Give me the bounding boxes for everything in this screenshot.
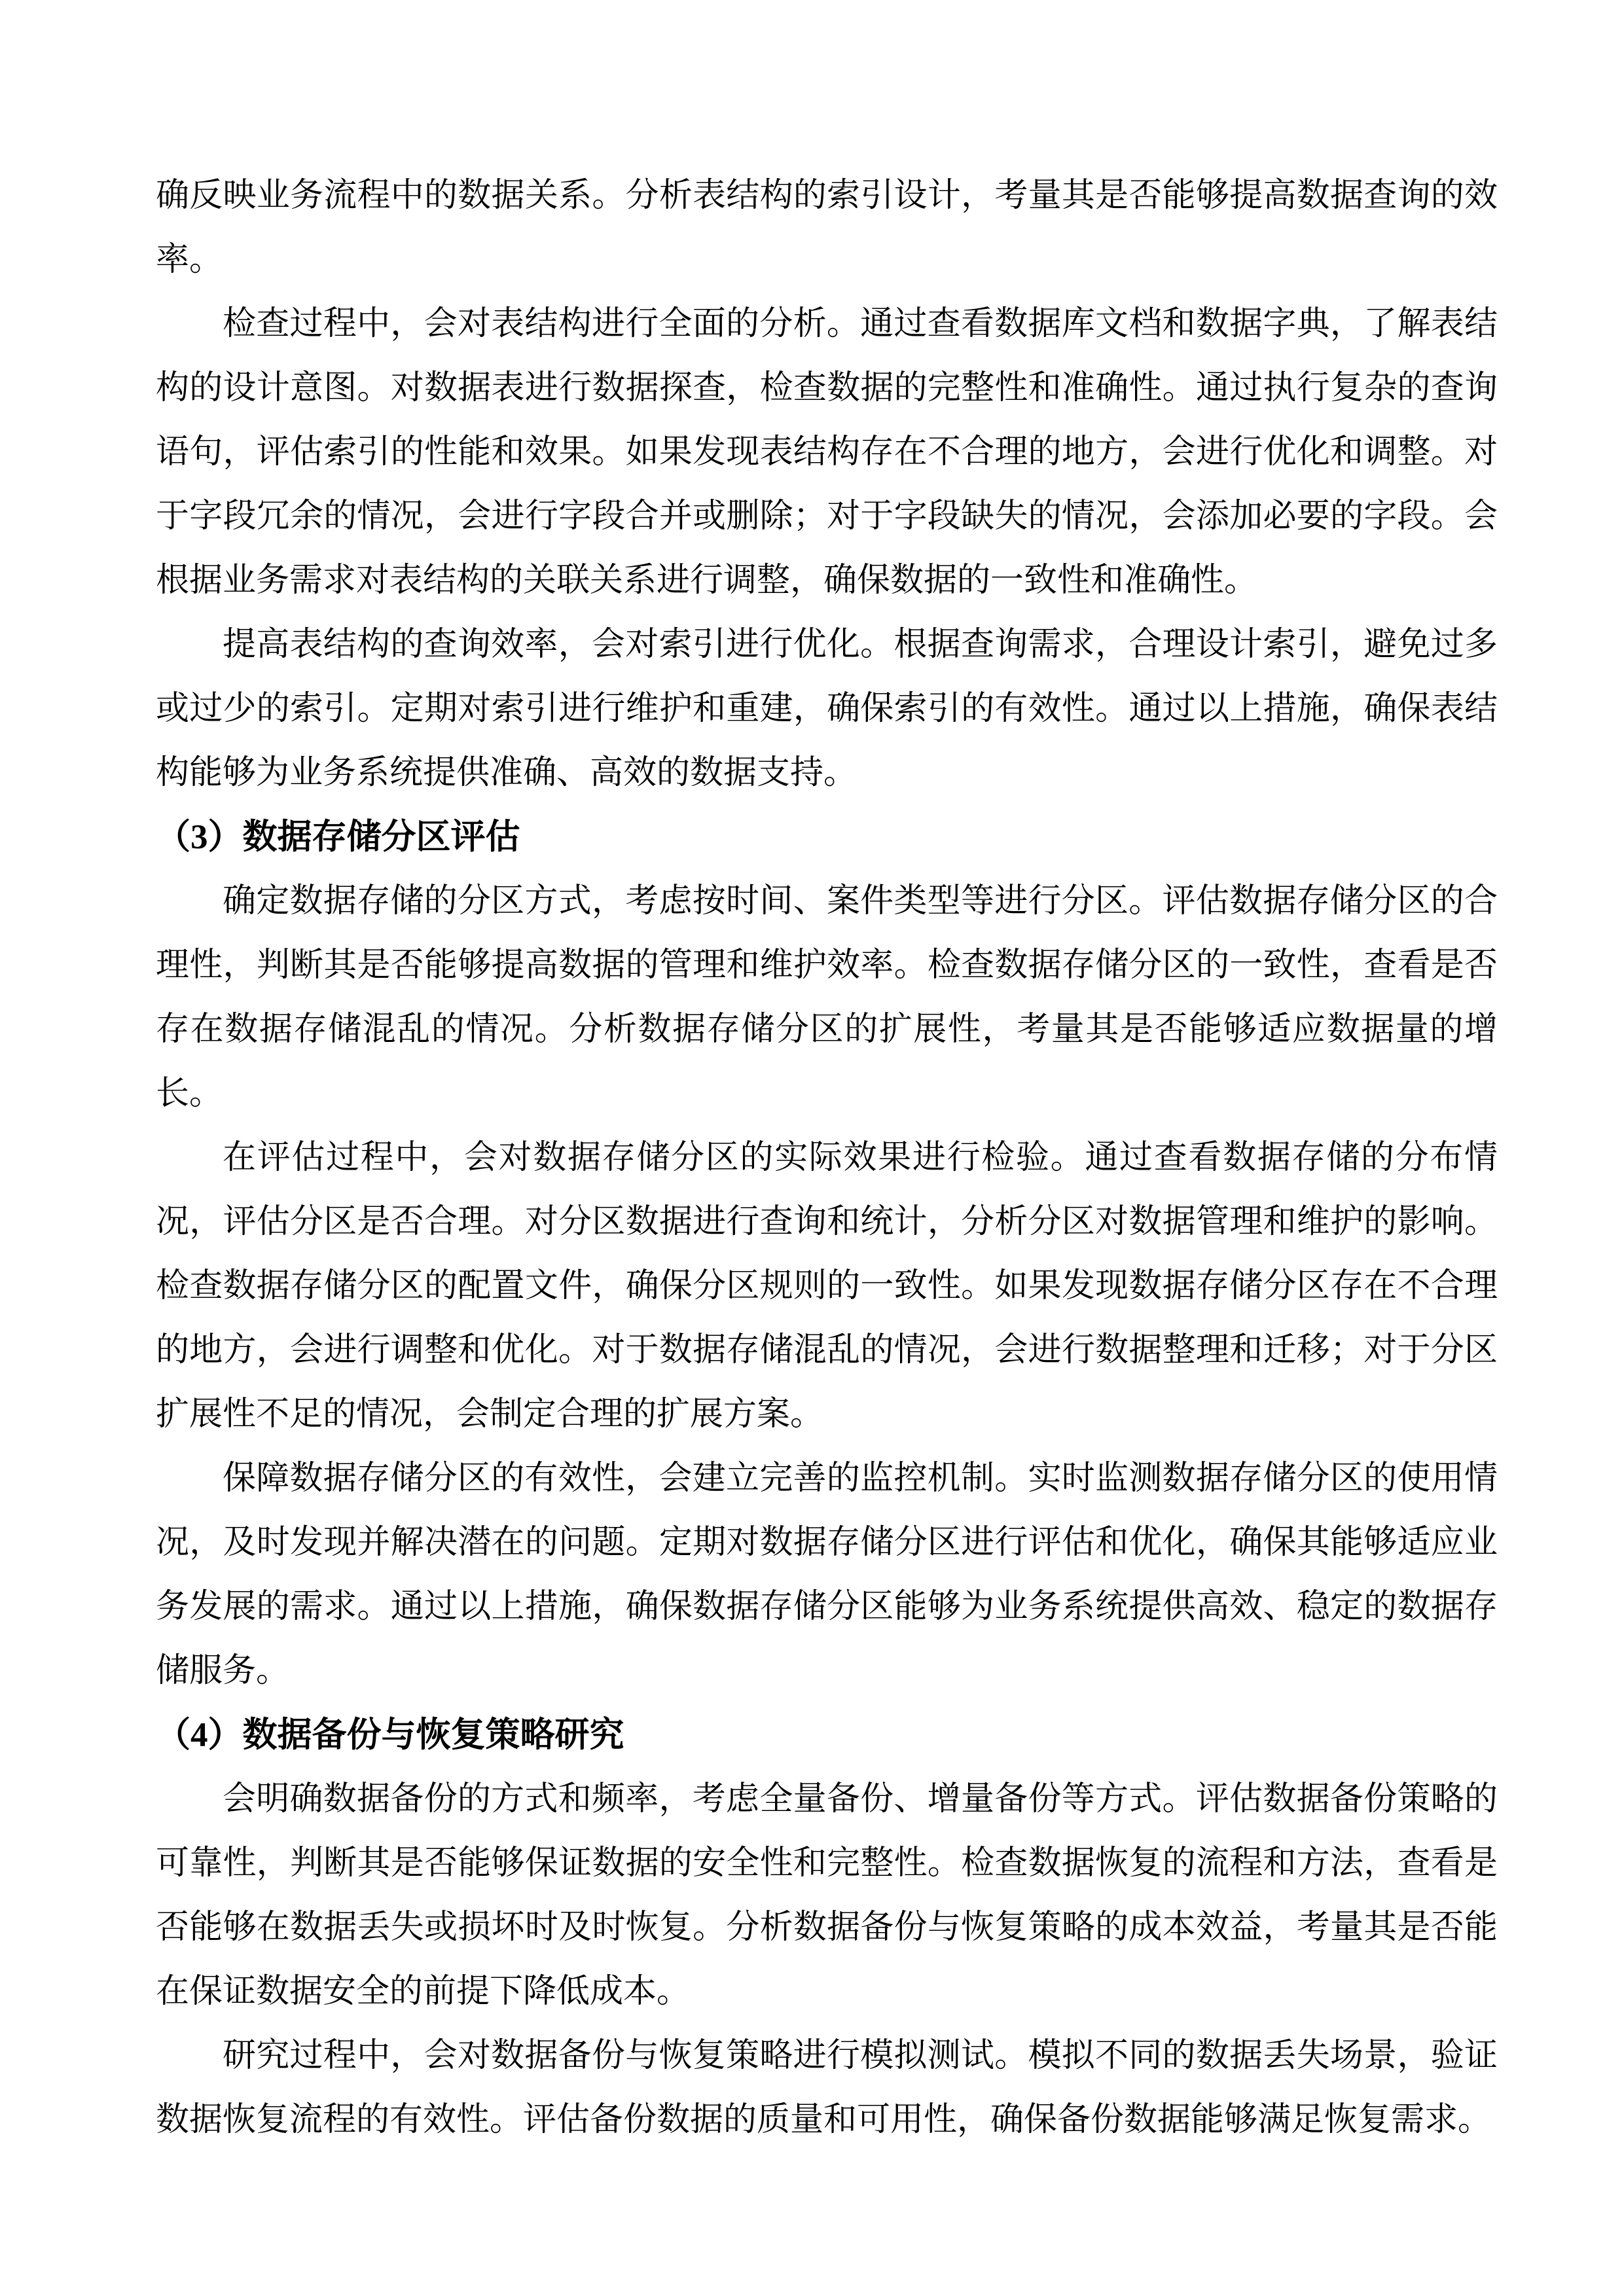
- paragraph-table-structure-continued: 确反映业务流程中的数据关系。分析表结构的索引设计，考量其是否能够提高数据查询的效率。: [156, 177, 1498, 278]
- paragraph-partition-method: 确定数据存储的分区方式，考虑按时间、案件类型等进行分区。评估数据存储分区的合理性，判断其是否能够提高数据的管理和维护效率。检查数据存储分区的一致性，查看是否存在数据存储混乱的情况。分析数据存储分区的扩展性，考量其是否能够适应数据量的增长。: [156, 883, 1498, 1112]
- paragraph-backup-simulation-testing: 研究过程中，会对数据备份与恢复策略进行模拟测试。模拟不同的数据丢失场景，验证数据恢复流程的有效性。评估备份数据的质量和可用性，确保备份数据能够满足恢复需求。: [156, 2037, 1498, 2138]
- paragraph-partition-monitoring: 保障数据存储分区的有效性，会建立完善的监控机制。实时监测数据存储分区的使用情况，及时发现并解决潜在的问题。定期对数据存储分区进行评估和优化，确保其能够适应业务发展的需求。通过以上措施，确保数据存储分区能够为业务系统提供高效、稳定的数据存储服务。: [156, 1460, 1498, 1689]
- heading-3-data-storage-partition-evaluation: （3）数据存储分区评估: [156, 818, 520, 856]
- heading-4-backup-recovery-strategy-research: （4）数据备份与恢复策略研究: [156, 1716, 624, 1754]
- paragraph-partition-evaluation-process: 在评估过程中，会对数据存储分区的实际效果进行检验。通过查看数据存储的分布情况，评估分区是否合理。对分区数据进行查询和统计，分析分区对数据管理和维护的影响。检查数据存储分区的配置文件，确保分区规则的一致性。如果发现数据存储分区存在不合理的地方，会进行调整和优化。对于数据存储混乱的情况，会进行数据整理和迁移；对于分区扩展性不足的情况，会制定合理的扩展方案。: [156, 1139, 1498, 1433]
- document-text-body: [156, 164, 1498, 2152]
- paragraph-backup-strategy: 会明确数据备份的方式和频率，考虑全量备份、增量备份等方式。评估数据备份策略的可靠性，判断其是否能够保证数据的安全性和完整性。检查数据恢复的流程和方法，查看是否能够在数据丢失或损坏时及时恢复。分析数据备份与恢复策略的成本效益，考量其是否能在保证数据安全的前提下降低成本。: [156, 1781, 1498, 2010]
- paragraph-index-optimization: 提高表结构的查询效率，会对索引进行优化。根据查询需求，合理设计索引，避免过多或过少的索引。定期对索引进行维护和重建，确保索引的有效性。通过以上措施，确保表结构能够为业务系统提供准确、高效的数据支持。: [156, 626, 1498, 791]
- paragraph-table-structure-inspection: 检查过程中，会对表结构进行全面的分析。通过查看数据库文档和数据字典，了解表结构的设计意图。对数据表进行数据探查，检查数据的完整性和准确性。通过执行复杂的查询语句，评估索引的性能和效果。如果发现表结构存在不合理的地方，会进行优化和调整。对于字段冗余的情况，会进行字段合并或删除；对于字段缺失的情况，会添加必要的字段。会根据业务需求对表结构的关联关系进行调整，确保数据的一致性和准确性。: [156, 306, 1498, 599]
